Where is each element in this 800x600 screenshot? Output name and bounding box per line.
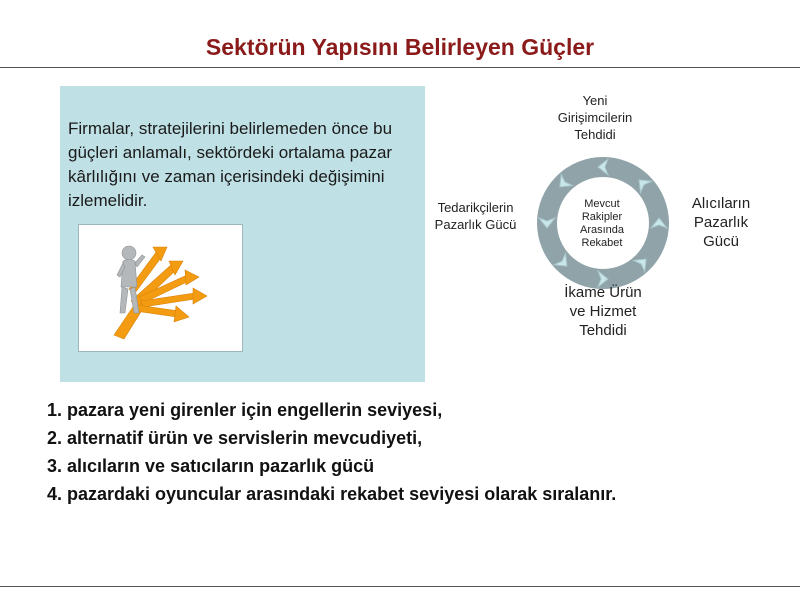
buyers-power-label: Alıcıların Pazarlık Gücü [691,195,751,250]
new-entrants-label: Yeni Girişimcilerin Tehdidi [557,93,633,142]
bottom-divider [0,586,800,587]
person-arrows-illustration [79,225,242,351]
info-text: Firmalar, stratejilerini belirlemeden önce bu güçleri anlamalı, sektördeki ortalama pazar kârlılığını ve zaman içerisindeki değişimini izlemelidir. [68,119,393,210]
slide-title: Sektörün Yapısını Belirleyen Güçler [205,34,595,60]
list-item: 2. alternatif ürün ve servislerin mevcudiyeti, [47,428,423,448]
strategy-picture [78,224,243,352]
substitutes-label: İkame Ürün ve Hizmet Tehdidi [564,284,642,339]
suppliers-power-label: Tedarikçilerin Pazarlık Gücü [434,200,517,232]
top-divider [0,67,800,68]
list-item: 3. alıcıların ve satıcıların pazarlık gücü [47,456,375,476]
list-item: 4. pazardaki oyuncular arasındaki rekabet seviyesi olarak sıralanır. [47,484,617,504]
list-item: 1. pazara yeni girenler için engellerin seviyesi, [47,400,443,420]
forces-list [47,396,787,508]
center-label: Mevcut Rakipler Arasında Rekabet [579,198,625,249]
